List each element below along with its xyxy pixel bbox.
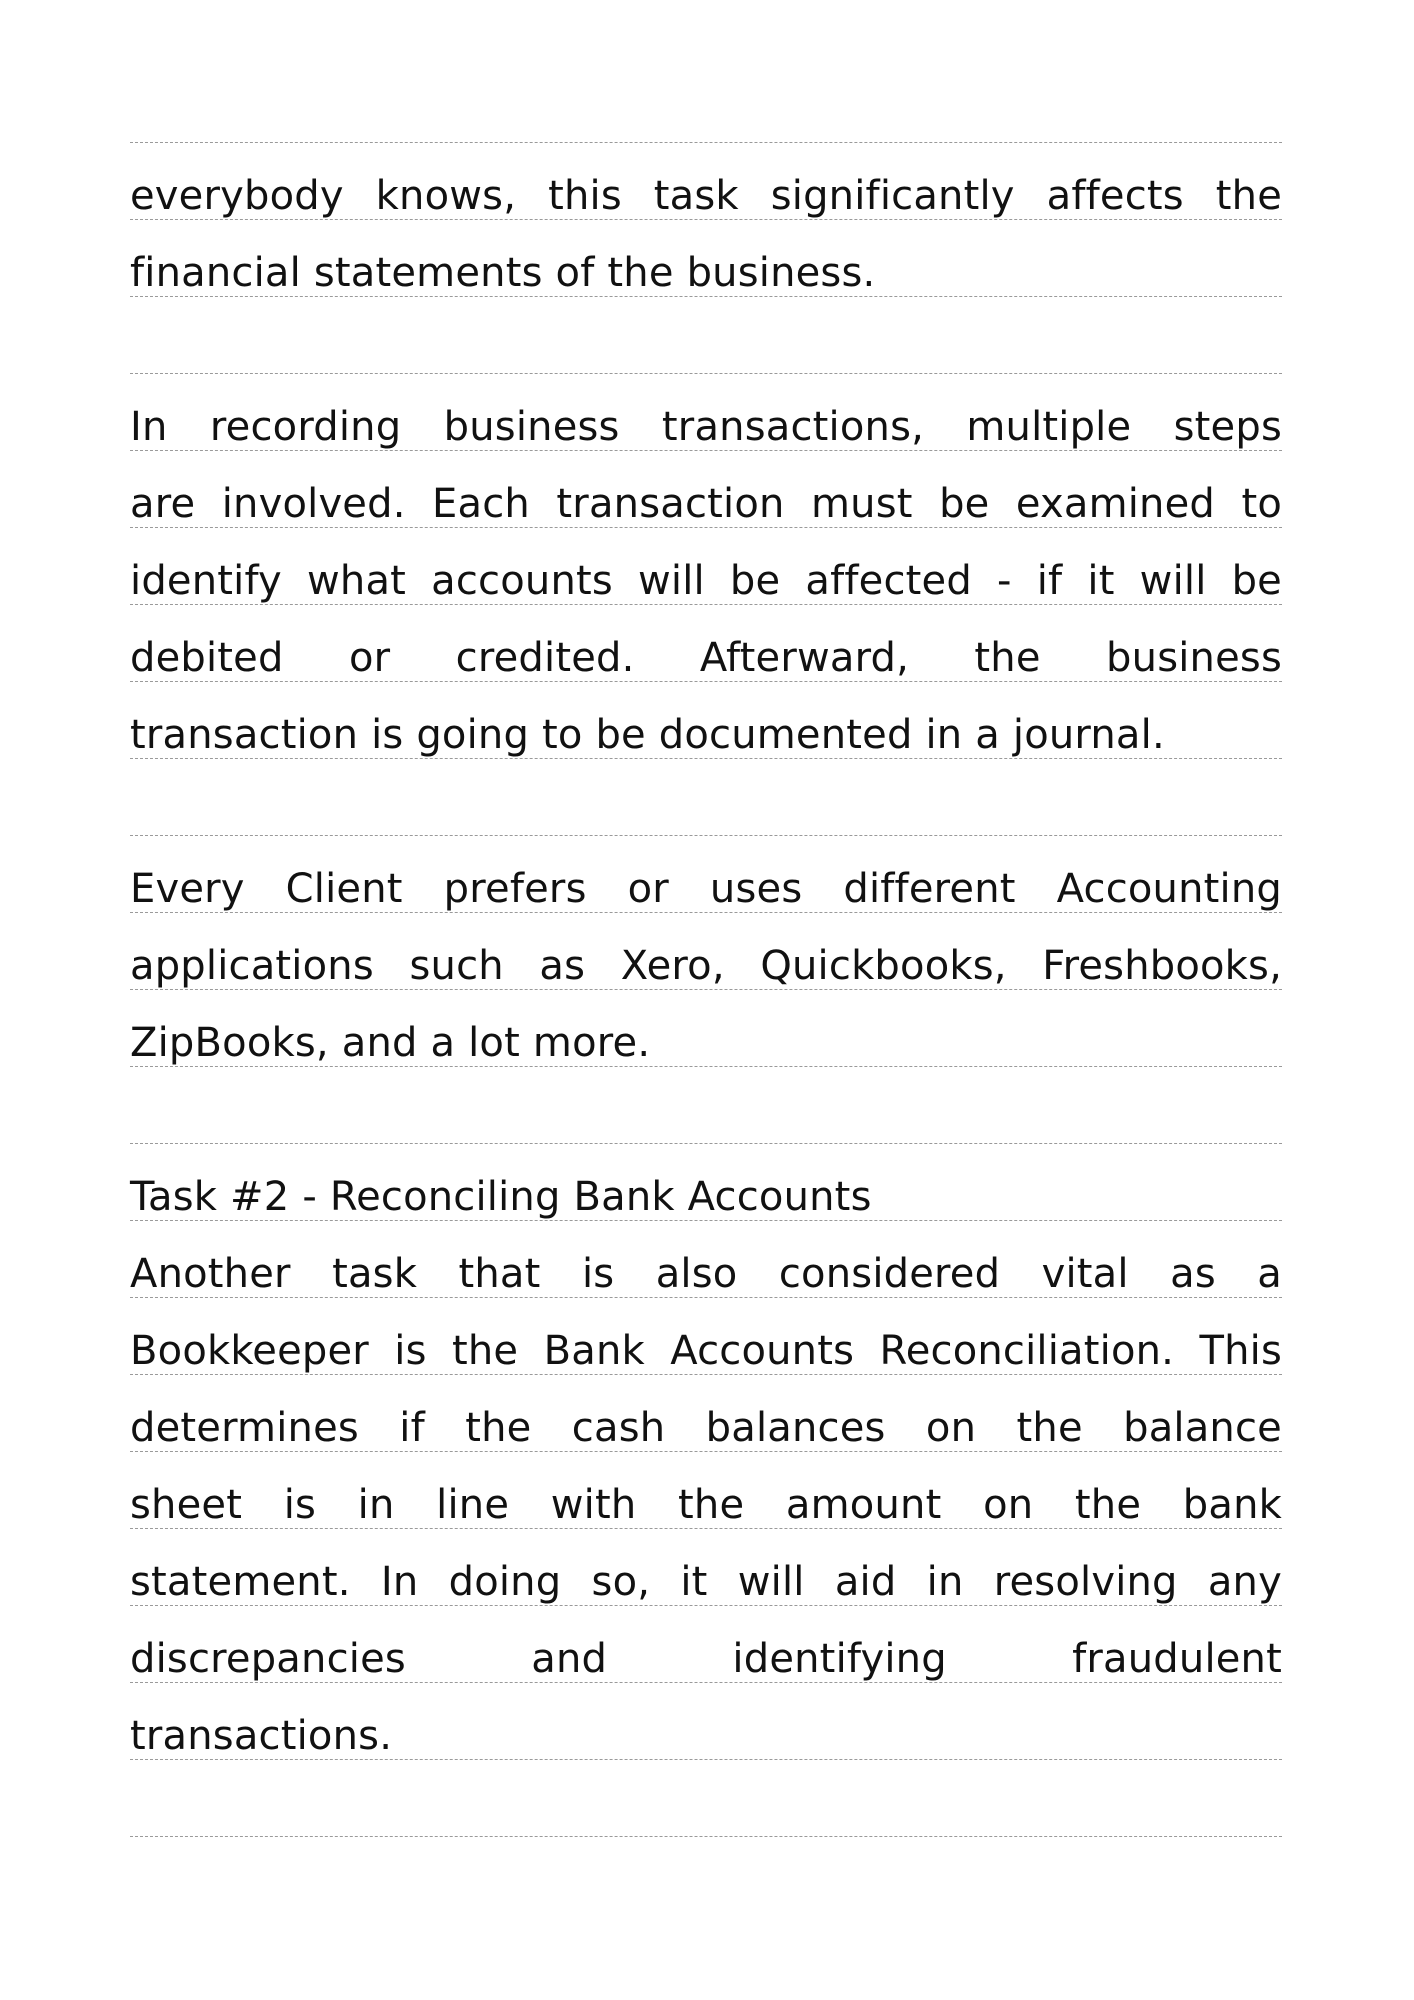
paragraph-line: In recording business transactions, multiple steps — [130, 404, 1282, 450]
ruling-line — [130, 142, 1282, 143]
paragraph-line: identify what accounts will be affected - if it will be — [130, 558, 1282, 604]
paragraph-line: statement. In doing so, it will aid in resolving any — [130, 1559, 1282, 1605]
ruling-line — [130, 835, 1282, 836]
paragraph-line: everybody knows, this task significantly affects the — [130, 173, 1282, 219]
paragraph-line: ZipBooks, and a lot more. — [130, 1020, 651, 1066]
paragraph-line: Every Client prefers or uses different Accounting — [130, 866, 1282, 912]
section-heading: Task #2 - Reconciling Bank Accounts — [130, 1174, 872, 1220]
paragraph-line: transactions. — [130, 1713, 393, 1759]
paragraph-line: transaction is going to be documented in a journal. — [130, 712, 1165, 758]
paragraph-line: are involved. Each transaction must be examined to — [130, 481, 1282, 527]
paragraph-line: debited or credited. Afterward, the business — [130, 635, 1282, 681]
ruling-line — [130, 1143, 1282, 1144]
paragraph-line: Bookkeeper is the Bank Accounts Reconciliation. This — [130, 1328, 1282, 1374]
ruling-line — [130, 1836, 1282, 1837]
paragraph-line: financial statements of the business. — [130, 250, 876, 296]
paragraph-line: applications such as Xero, Quickbooks, Freshbooks, — [130, 943, 1282, 989]
paragraph-line: sheet is in line with the amount on the bank — [130, 1482, 1282, 1528]
paragraph-line: discrepancies and identifying fraudulent — [130, 1636, 1282, 1682]
paragraph-line: determines if the cash balances on the balance — [130, 1405, 1282, 1451]
ruling-line — [130, 373, 1282, 374]
paragraph-line: Another task that is also considered vital as a — [130, 1251, 1282, 1297]
